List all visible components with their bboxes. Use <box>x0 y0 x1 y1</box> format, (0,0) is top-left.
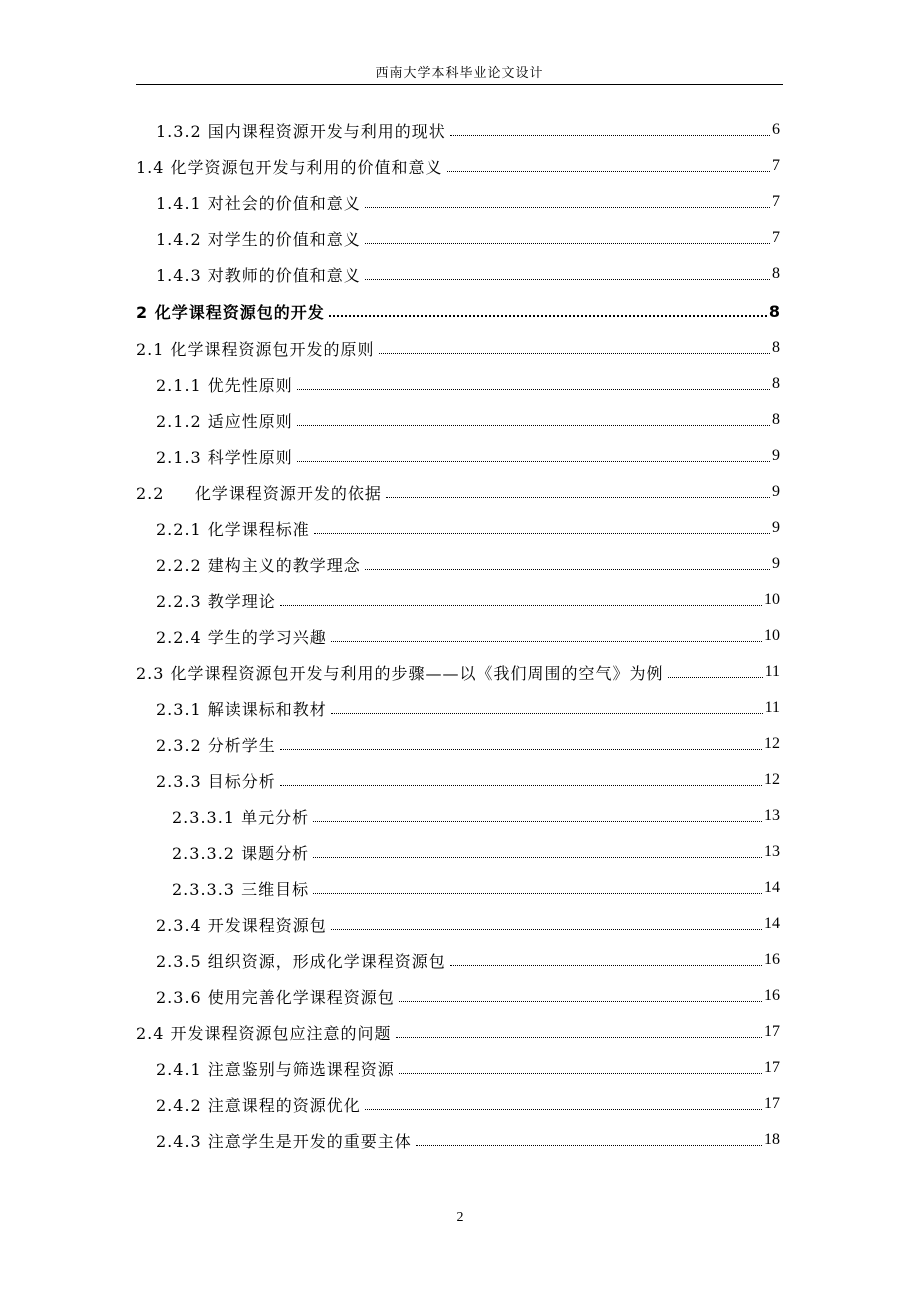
toc-entry-page: 9 <box>772 519 780 536</box>
toc-entry-label: 2.3.6 使用完善化学课程资源包 <box>156 987 395 1007</box>
toc-dot-leader <box>365 279 770 280</box>
toc-dot-leader <box>396 1037 762 1038</box>
toc-entry[interactable] <box>0 726 920 762</box>
toc-dot-leader <box>450 135 770 136</box>
toc-entry-page: 9 <box>772 555 780 572</box>
toc-entry-page: 10 <box>764 627 780 644</box>
toc-entry-page: 16 <box>764 987 780 1004</box>
running-header: 西南大学本科毕业论文设计 <box>375 66 544 81</box>
toc-dot-leader <box>365 569 770 570</box>
toc-entry[interactable] <box>0 1086 920 1122</box>
toc-entry[interactable] <box>0 834 920 870</box>
toc-dot-leader <box>365 207 770 208</box>
toc-entry-label: 2.3.5 组织资源，形成化学课程资源包 <box>156 951 446 971</box>
toc-dot-leader <box>297 461 770 462</box>
toc-entry-label: 2.2.1 化学课程标准 <box>156 519 310 539</box>
toc-entry[interactable] <box>0 942 920 978</box>
page-number: 2 <box>456 1210 464 1225</box>
toc-entry-page: 16 <box>764 951 780 968</box>
toc-entry-page: 7 <box>772 157 780 174</box>
toc-entry-label: 2.3 化学课程资源包开发与利用的步骤——以《我们周围的空气》为例 <box>136 663 664 683</box>
toc-entry-page: 9 <box>772 483 780 500</box>
toc-entry-page: 6 <box>772 121 780 138</box>
toc-entry-page: 17 <box>764 1095 780 1112</box>
toc-entry-label: 1.4.1 对社会的价值和意义 <box>156 193 361 213</box>
toc-entry[interactable] <box>0 220 920 256</box>
toc-entry[interactable] <box>0 112 920 148</box>
toc-entry[interactable] <box>0 1050 920 1086</box>
toc-entry-label: 2.3.2 分析学生 <box>156 735 276 755</box>
toc-dot-leader <box>365 243 770 244</box>
toc-entry[interactable] <box>0 292 920 330</box>
toc-entry[interactable] <box>0 474 920 510</box>
toc-entry-page: 14 <box>764 879 780 896</box>
toc-entry[interactable] <box>0 402 920 438</box>
toc-entry-page: 14 <box>764 915 780 932</box>
toc-entry-label: 2.4.2 注意课程的资源优化 <box>156 1095 361 1115</box>
toc-entry-label: 1.4.2 对学生的价值和意义 <box>156 229 361 249</box>
toc-entry-page: 11 <box>764 699 780 716</box>
toc-entry-label: 2.1.2 适应性原则 <box>156 411 293 431</box>
toc-entry-page: 8 <box>772 265 780 282</box>
toc-entry-page: 8 <box>772 375 780 392</box>
toc-entry-page: 17 <box>764 1059 780 1076</box>
toc-dot-leader <box>331 929 762 930</box>
toc-entry-page: 18 <box>764 1131 780 1148</box>
toc-entry-page: 12 <box>764 771 780 788</box>
toc-entry[interactable] <box>0 366 920 402</box>
toc-entry[interactable] <box>0 582 920 618</box>
toc-dot-leader <box>313 857 762 858</box>
toc-entry-page: 8 <box>772 411 780 428</box>
toc-entry-label: 2.3.3.3 三维目标 <box>172 879 310 899</box>
table-of-contents <box>0 112 920 1158</box>
toc-entry[interactable] <box>0 510 920 546</box>
toc-dot-leader <box>280 605 762 606</box>
toc-entry-label: 2.2.3 教学理论 <box>156 591 276 611</box>
toc-entry[interactable] <box>0 546 920 582</box>
toc-entry-label: 2.2.4 学生的学习兴趣 <box>156 627 327 647</box>
toc-entry-label: 2.3.3 目标分析 <box>156 771 276 791</box>
toc-entry-page: 17 <box>764 1023 780 1040</box>
toc-entry[interactable] <box>0 184 920 220</box>
toc-dot-leader <box>386 497 770 498</box>
toc-entry-page: 10 <box>764 591 780 608</box>
toc-entry[interactable] <box>0 906 920 942</box>
toc-entry[interactable] <box>0 978 920 1014</box>
toc-entry-label: 2.3.1 解读课标和教材 <box>156 699 327 719</box>
toc-entry-label: 2 化学课程资源包的开发 <box>136 302 325 322</box>
toc-entry-label: 2.4.3 注意学生是开发的重要主体 <box>156 1131 412 1151</box>
toc-entry-label: 2.4.1 注意鉴别与筛选课程资源 <box>156 1059 395 1079</box>
toc-dot-leader <box>447 171 770 172</box>
toc-dot-leader <box>329 315 767 317</box>
toc-entry-page: 7 <box>772 229 780 246</box>
toc-dot-leader <box>297 425 770 426</box>
toc-entry[interactable] <box>0 798 920 834</box>
toc-entry-label: 2.3.3.2 课题分析 <box>172 843 310 863</box>
toc-entry-label: 2.2.2 建构主义的教学理念 <box>156 555 361 575</box>
toc-dot-leader <box>297 389 770 390</box>
toc-dot-leader <box>399 1001 762 1002</box>
toc-entry-label: 1.4 化学资源包开发与利用的价值和意义 <box>136 157 443 177</box>
toc-entry[interactable] <box>0 762 920 798</box>
toc-entry-label: 2.2 化学课程资源开发的依据 <box>136 483 382 503</box>
toc-entry[interactable] <box>0 438 920 474</box>
toc-entry-page: 13 <box>764 807 780 824</box>
toc-entry-label: 2.1.3 科学性原则 <box>156 447 293 467</box>
toc-dot-leader <box>450 965 762 966</box>
toc-dot-leader <box>399 1073 762 1074</box>
toc-entry-page: 12 <box>764 735 780 752</box>
toc-entry-label: 2.4 开发课程资源包应注意的问题 <box>136 1023 392 1043</box>
toc-entry-label: 2.3.4 开发课程资源包 <box>156 915 327 935</box>
toc-entry-page: 8 <box>768 301 780 321</box>
toc-entry-label: 2.3.3.1 单元分析 <box>172 807 310 827</box>
toc-dot-leader <box>280 749 762 750</box>
toc-entry-label: 2.1 化学课程资源包开发的原则 <box>136 339 375 359</box>
toc-entry-page: 7 <box>772 193 780 210</box>
toc-entry[interactable] <box>0 148 920 184</box>
toc-dot-leader <box>314 533 770 534</box>
toc-entry[interactable] <box>0 690 920 726</box>
toc-entry-label: 1.4.3 对教师的价值和意义 <box>156 265 361 285</box>
toc-entry[interactable] <box>0 654 920 690</box>
toc-dot-leader <box>331 641 762 642</box>
toc-dot-leader <box>331 713 763 714</box>
toc-entry-page: 13 <box>764 843 780 860</box>
toc-entry-page: 9 <box>772 447 780 464</box>
toc-entry[interactable] <box>0 618 920 654</box>
toc-dot-leader <box>313 893 762 894</box>
toc-dot-leader <box>668 677 763 678</box>
toc-dot-leader <box>379 353 770 354</box>
toc-entry[interactable] <box>0 870 920 906</box>
toc-entry[interactable] <box>0 1122 920 1158</box>
toc-entry[interactable] <box>0 330 920 366</box>
toc-dot-leader <box>313 821 762 822</box>
toc-dot-leader <box>416 1145 762 1146</box>
toc-entry-label: 1.3.2 国内课程资源开发与利用的现状 <box>156 121 446 141</box>
toc-entry-page: 8 <box>772 339 780 356</box>
toc-dot-leader <box>365 1109 762 1110</box>
toc-dot-leader <box>280 785 762 786</box>
toc-entry[interactable] <box>0 1014 920 1050</box>
toc-entry-label: 2.1.1 优先性原则 <box>156 375 293 395</box>
toc-entry[interactable] <box>0 256 920 292</box>
toc-entry-page: 11 <box>764 663 780 680</box>
header-divider <box>136 84 783 85</box>
